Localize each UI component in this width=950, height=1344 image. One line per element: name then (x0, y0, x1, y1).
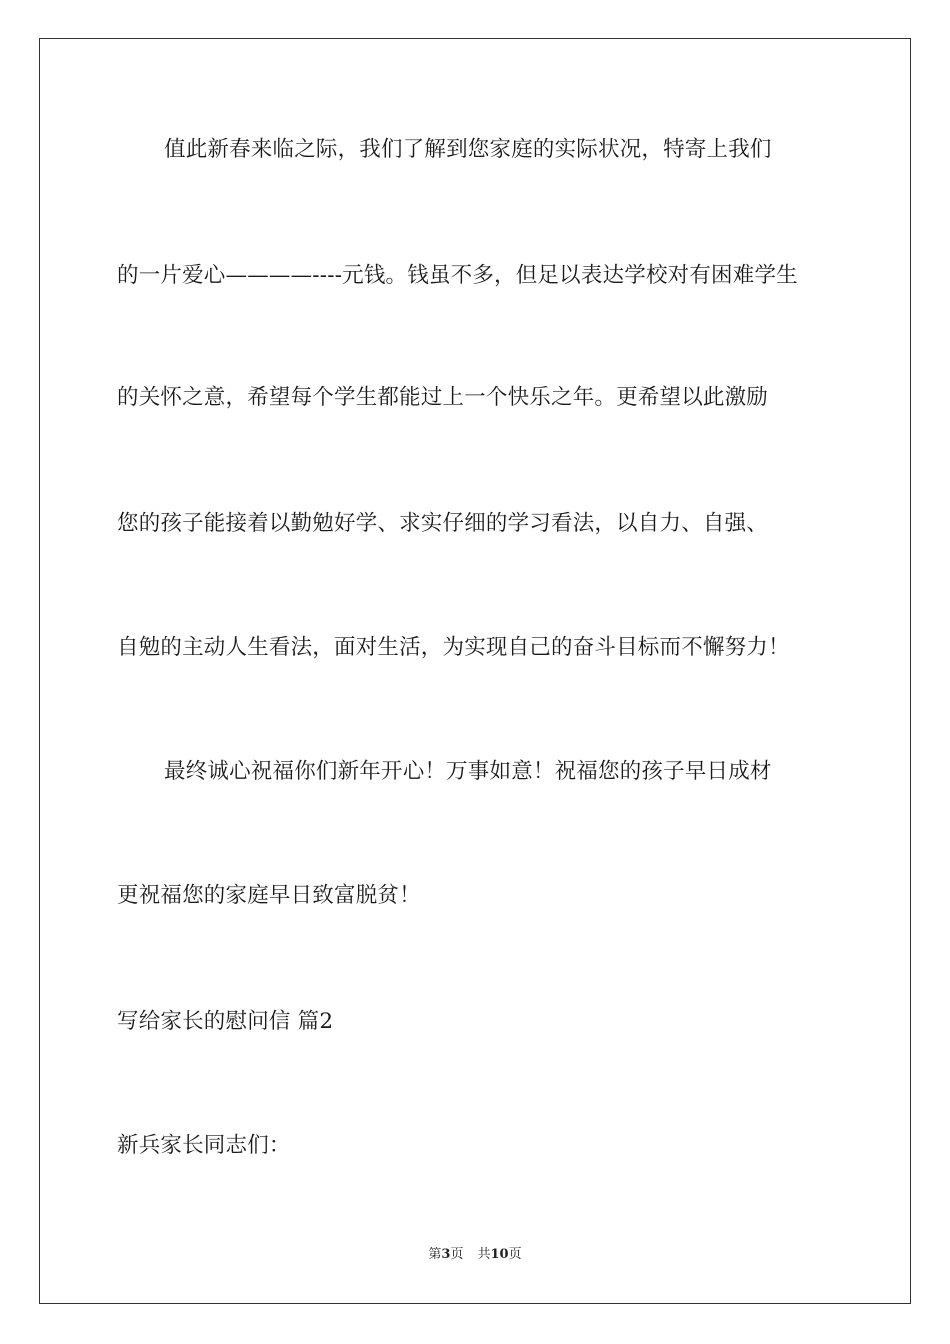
paragraph-2-line-1: 最终诚心祝福你们新年开心！万事如意！祝福您的孩子早日成材 (164, 759, 772, 784)
footer-total-suffix: 页 (508, 1247, 522, 1262)
page-footer (0, 1246, 950, 1264)
page-border (39, 38, 911, 1304)
paragraph-1-line-2: 的一片爱心————----元钱。钱虽不多，但足以表达学校对有困难学生 (117, 263, 798, 288)
salutation: 新兵家长同志们： (117, 1133, 291, 1158)
section-heading: 写给家长的慰问信 篇2 (117, 1009, 334, 1034)
paragraph-1-line-3: 的关怀之意，希望每个学生都能过上一个快乐之年。更希望以此激励 (117, 385, 769, 410)
paragraph-1-line-1: 值此新春来临之际，我们了解到您家庭的实际状况，特寄上我们 (164, 137, 772, 162)
paragraph-1-line-4: 您的孩子能接着以勤勉好学、求实仔细的学习看法，以自力、自强、 (117, 511, 769, 536)
paragraph-2-line-2: 更祝福您的家庭早日致富脱贫！ (117, 883, 421, 908)
footer-page-prefix: 第 (428, 1247, 442, 1262)
footer-page-number: 3 (441, 1247, 451, 1262)
footer-total-prefix: 共 (477, 1247, 491, 1262)
footer-page-suffix: 页 (450, 1247, 464, 1262)
paragraph-1-line-5: 自勉的主动人生看法，面对生活，为实现自己的奋斗目标而不懈努力！ (117, 635, 790, 660)
footer-total-number: 10 (490, 1247, 509, 1262)
